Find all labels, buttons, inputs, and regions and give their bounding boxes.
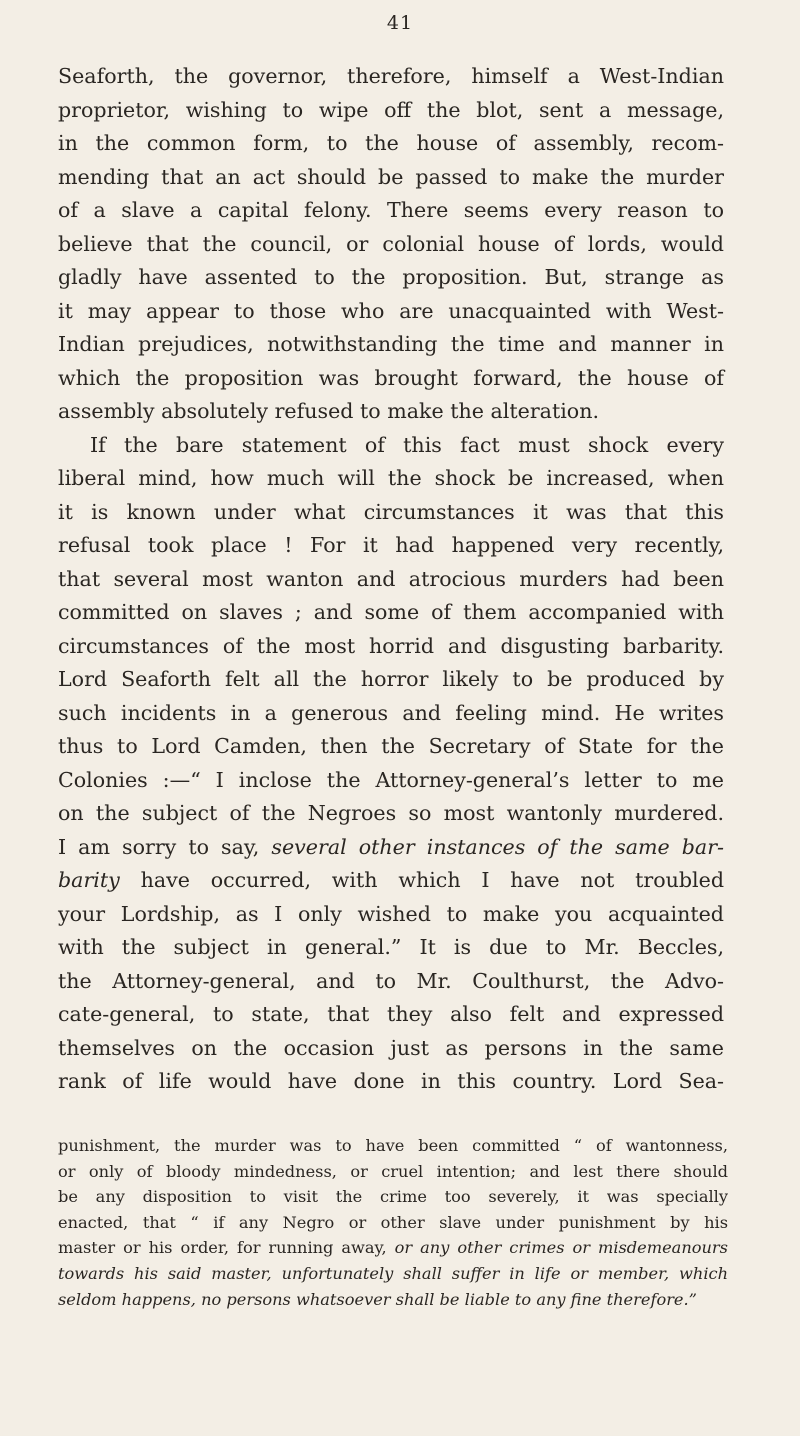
text-line: that several most wanton and atrocious murders had been — [58, 566, 724, 591]
text-line: circumstances of the most horrid and disgusting barbarity. — [58, 633, 724, 658]
footnote-line: or only of bloody mindedness, or cruel intention; and lest there should — [58, 1161, 728, 1181]
text-line: believe that the council, or colonial house of lords, would — [58, 231, 724, 256]
text-line: themselves on the occasion just as persons in the same — [58, 1035, 724, 1060]
text-line: cate-general, to state, that they also felt and expressed — [58, 1002, 724, 1026]
text-line: it may appear to those who are unacquainted with West- — [58, 298, 724, 323]
text-fragment: master or his order, for running away, — [58, 1238, 387, 1258]
text-line: which the proposition was brought forward, the house of — [58, 365, 724, 390]
footnote — [58, 1133, 728, 1312]
text-fragment: I am sorry to say, — [58, 834, 260, 859]
footnote-line — [58, 1287, 728, 1313]
text-line: Seaforth, the governor, therefore, himself a West-Indian — [58, 64, 724, 88]
text-line: such incidents in a generous and feeling mind. He writes — [58, 700, 724, 725]
page-number: 41 — [386, 12, 414, 34]
text-line: Lord Seaforth felt all the horror likely to be produced by — [58, 667, 724, 691]
footnote-line: enacted, that “ if any Negro or other slave under punishment by his — [58, 1212, 728, 1232]
text-line: rank of life would have done in this country. Lord Sea- — [58, 1069, 724, 1093]
text-line: assembly absolutely refused to make the alteration. — [58, 399, 600, 423]
text-line: with the subject in general.” It is due to Mr. Beccles, — [58, 935, 724, 959]
text-line: If the bare statement of this fact must shock every — [90, 432, 724, 457]
text-line: liberal mind, how much will the shock be increased, when — [58, 466, 724, 490]
footnote-line — [58, 1261, 728, 1287]
text-line: refusal took place ! For it had happened very recently, — [58, 533, 724, 557]
text-line: proprietor, wishing to wipe off the blot, sent a message, — [58, 97, 724, 122]
footnote-line: be any disposition to visit the crime too severely, it was specially — [58, 1187, 728, 1207]
text-line: your Lordship, as I only wished to make you acquainted — [58, 901, 724, 926]
italic-emphasis: seldom happens, no persons whatsoever shall be liable to any fine therefore.” — [58, 1289, 697, 1309]
text-line: on the subject of the Negroes so most wantonly murdered. — [58, 801, 724, 825]
italic-emphasis: towards his said master, unfortunately shall suffer in life or member, which — [58, 1263, 728, 1283]
italic-emphasis: several other instances of the same bar- — [271, 834, 724, 859]
text-line: Colonies :—“ I inclose the Attorney-general’s letter to me — [58, 767, 724, 792]
text-line: gladly have assented to the proposition. But, strange as — [58, 265, 724, 289]
text-line: thus to Lord Camden, then the Secretary of State for the — [58, 734, 724, 758]
text-line: committed on slaves ; and some of them accompanied with — [58, 600, 724, 624]
text-fragment: have occurred, with which I have not troubled — [140, 868, 724, 892]
text-line: mending that an act should be passed to make the murder — [58, 164, 724, 189]
text-line: of a slave a capital felony. There seems every reason to — [58, 198, 724, 222]
text-line: Indian prejudices, notwithstanding the time and manner in — [58, 332, 724, 356]
text-line: the Attorney-general, and to Mr. Coulthurst, the Advo- — [58, 968, 724, 993]
main-text — [58, 60, 724, 1099]
italic-emphasis: barity — [58, 868, 120, 892]
text-line — [58, 864, 724, 898]
text-line: it is known under what circumstances it was that this — [58, 499, 724, 524]
text-line — [58, 831, 724, 865]
italic-emphasis: or any other crimes or misdemeanours — [394, 1238, 728, 1258]
footnote-line: punishment, the murder was to have been committed “ of wantonness, — [58, 1136, 728, 1155]
footnote-line — [58, 1235, 728, 1261]
text-line: in the common form, to the house of assembly, recom- — [58, 131, 724, 155]
